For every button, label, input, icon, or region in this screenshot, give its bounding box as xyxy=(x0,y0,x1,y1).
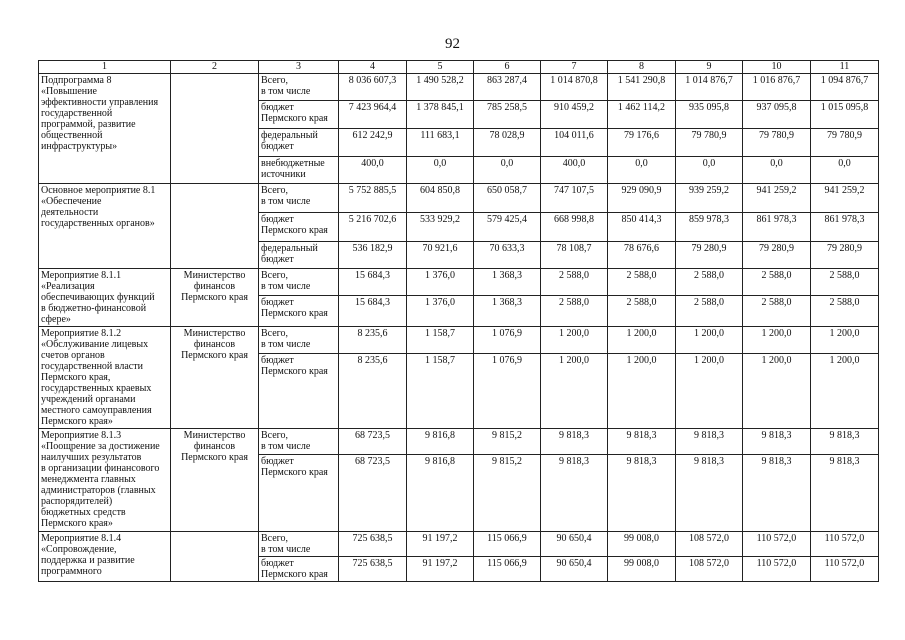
amount-cell: 115 066,9 xyxy=(474,532,541,557)
header-cell: 5 xyxy=(407,61,474,74)
amount-cell: 785 258,5 xyxy=(474,101,541,129)
amount-cell: 2 588,0 xyxy=(811,269,879,296)
executor-cell: Министерство финансов Пермского края xyxy=(171,327,259,429)
header-cell: 6 xyxy=(474,61,541,74)
amount-cell: 1 378 845,1 xyxy=(407,101,474,129)
header-cell: 7 xyxy=(541,61,608,74)
amount-cell: 9 818,3 xyxy=(676,429,743,455)
funding-source-cell: Всего, в том числе xyxy=(259,429,339,455)
amount-cell: 1 368,3 xyxy=(474,296,541,327)
program-name-cell: Мероприятие 8.1.2 «Обслуживание лицевых счетов органов государственной власти Пермского края, государственных краевых учреждений органами местного самоуправления Пермского края» xyxy=(39,327,171,429)
header-row xyxy=(39,61,879,74)
amount-cell: 8 235,6 xyxy=(339,327,407,354)
funding-source-cell: бюджет Пермского края xyxy=(259,557,339,582)
funding-source-cell: бюджет Пермского края xyxy=(259,296,339,327)
amount-cell: 110 572,0 xyxy=(743,557,811,582)
amount-cell: 9 818,3 xyxy=(541,455,608,532)
amount-cell: 725 638,5 xyxy=(339,532,407,557)
amount-cell: 668 998,8 xyxy=(541,213,608,242)
funding-source-cell: бюджет Пермского края xyxy=(259,354,339,429)
amount-cell: 1 076,9 xyxy=(474,327,541,354)
amount-cell: 9 818,3 xyxy=(608,455,676,532)
header-cell: 1 xyxy=(39,61,171,74)
funding-source-cell: федеральный бюджет xyxy=(259,129,339,157)
amount-cell: 8 235,6 xyxy=(339,354,407,429)
amount-cell: 1 200,0 xyxy=(811,327,879,354)
amount-cell: 536 182,9 xyxy=(339,242,407,269)
amount-cell: 79 176,6 xyxy=(608,129,676,157)
amount-cell: 78 108,7 xyxy=(541,242,608,269)
amount-cell: 110 572,0 xyxy=(811,532,879,557)
amount-cell: 929 090,9 xyxy=(608,184,676,213)
amount-cell: 859 978,3 xyxy=(676,213,743,242)
executor-cell xyxy=(171,74,259,184)
amount-cell: 70 921,6 xyxy=(407,242,474,269)
amount-cell: 863 287,4 xyxy=(474,74,541,101)
amount-cell: 9 818,3 xyxy=(608,429,676,455)
amount-cell: 1 462 114,2 xyxy=(608,101,676,129)
amount-cell: 850 414,3 xyxy=(608,213,676,242)
amount-cell: 1 376,0 xyxy=(407,269,474,296)
amount-cell: 0,0 xyxy=(407,157,474,184)
amount-cell: 2 588,0 xyxy=(676,296,743,327)
amount-cell: 0,0 xyxy=(676,157,743,184)
amount-cell: 2 588,0 xyxy=(541,269,608,296)
amount-cell: 935 095,8 xyxy=(676,101,743,129)
amount-cell: 91 197,2 xyxy=(407,557,474,582)
header-cell: 4 xyxy=(339,61,407,74)
amount-cell: 2 588,0 xyxy=(608,269,676,296)
amount-cell: 115 066,9 xyxy=(474,557,541,582)
table-row xyxy=(39,74,879,101)
amount-cell: 1 200,0 xyxy=(811,354,879,429)
amount-cell: 9 815,2 xyxy=(474,429,541,455)
amount-cell: 604 850,8 xyxy=(407,184,474,213)
amount-cell: 108 572,0 xyxy=(676,557,743,582)
amount-cell: 108 572,0 xyxy=(676,532,743,557)
amount-cell: 400,0 xyxy=(339,157,407,184)
funding-source-cell: бюджет Пермского края xyxy=(259,101,339,129)
amount-cell: 2 588,0 xyxy=(743,269,811,296)
header-cell: 2 xyxy=(171,61,259,74)
table-row xyxy=(39,327,879,354)
amount-cell: 99 008,0 xyxy=(608,557,676,582)
funding-source-cell: бюджет Пермского края xyxy=(259,455,339,532)
amount-cell: 78 676,6 xyxy=(608,242,676,269)
amount-cell: 5 216 702,6 xyxy=(339,213,407,242)
funding-source-cell: бюджет Пермского края xyxy=(259,213,339,242)
amount-cell: 9 818,3 xyxy=(743,429,811,455)
amount-cell: 79 280,9 xyxy=(743,242,811,269)
amount-cell: 9 816,8 xyxy=(407,455,474,532)
amount-cell: 939 259,2 xyxy=(676,184,743,213)
amount-cell: 9 818,3 xyxy=(676,455,743,532)
amount-cell: 9 815,2 xyxy=(474,455,541,532)
header-cell: 10 xyxy=(743,61,811,74)
amount-cell: 1 200,0 xyxy=(541,327,608,354)
amount-cell: 1 541 290,8 xyxy=(608,74,676,101)
amount-cell: 1 200,0 xyxy=(541,354,608,429)
funding-source-cell: Всего, в том числе xyxy=(259,74,339,101)
amount-cell: 910 459,2 xyxy=(541,101,608,129)
amount-cell: 90 650,4 xyxy=(541,532,608,557)
amount-cell: 0,0 xyxy=(811,157,879,184)
amount-cell: 0,0 xyxy=(474,157,541,184)
table-row xyxy=(39,269,879,296)
amount-cell: 579 425,4 xyxy=(474,213,541,242)
amount-cell: 1 200,0 xyxy=(743,327,811,354)
amount-cell: 104 011,6 xyxy=(541,129,608,157)
amount-cell: 1 200,0 xyxy=(676,327,743,354)
amount-cell: 111 683,1 xyxy=(407,129,474,157)
amount-cell: 1 490 528,2 xyxy=(407,74,474,101)
amount-cell: 9 818,3 xyxy=(811,455,879,532)
amount-cell: 1 200,0 xyxy=(743,354,811,429)
amount-cell: 1 094 876,7 xyxy=(811,74,879,101)
amount-cell: 79 780,9 xyxy=(743,129,811,157)
amount-cell: 1 368,3 xyxy=(474,269,541,296)
amount-cell: 68 723,5 xyxy=(339,455,407,532)
amount-cell: 1 076,9 xyxy=(474,354,541,429)
amount-cell: 8 036 607,3 xyxy=(339,74,407,101)
amount-cell: 15 684,3 xyxy=(339,296,407,327)
program-name-cell: Мероприятие 8.1.3 «Поощрение за достижение наилучших результатов в организации финансового менеджмента главных администраторов (главных распорядителей) бюджетных средств Пермского края» xyxy=(39,429,171,532)
amount-cell: 0,0 xyxy=(608,157,676,184)
amount-cell: 937 095,8 xyxy=(743,101,811,129)
amount-cell: 0,0 xyxy=(743,157,811,184)
table-row xyxy=(39,184,879,213)
amount-cell: 91 197,2 xyxy=(407,532,474,557)
amount-cell: 1 014 870,8 xyxy=(541,74,608,101)
executor-cell: Министерство финансов Пермского края xyxy=(171,429,259,532)
amount-cell: 1 376,0 xyxy=(407,296,474,327)
program-name-cell: Мероприятие 8.1.1 «Реализация обеспечивающих функций в бюджетно-финансовой сфере» xyxy=(39,269,171,327)
amount-cell: 9 818,3 xyxy=(811,429,879,455)
amount-cell: 1 158,7 xyxy=(407,327,474,354)
table-body xyxy=(39,74,879,582)
amount-cell: 1 014 876,7 xyxy=(676,74,743,101)
amount-cell: 2 588,0 xyxy=(676,269,743,296)
amount-cell: 68 723,5 xyxy=(339,429,407,455)
amount-cell: 725 638,5 xyxy=(339,557,407,582)
amount-cell: 2 588,0 xyxy=(608,296,676,327)
page-number: 92 xyxy=(445,36,460,52)
amount-cell: 2 588,0 xyxy=(541,296,608,327)
amount-cell: 110 572,0 xyxy=(743,532,811,557)
amount-cell: 941 259,2 xyxy=(743,184,811,213)
amount-cell: 9 818,3 xyxy=(743,455,811,532)
program-name-cell: Мероприятие 8.1.4 «Сопровождение, поддержка и развитие программного xyxy=(39,532,171,582)
program-name-cell: Подпрограмма 8 «Повышение эффективности управления государственной программой, развитие общественной инфраструктуры» xyxy=(39,74,171,184)
amount-cell: 99 008,0 xyxy=(608,532,676,557)
amount-cell: 1 200,0 xyxy=(608,327,676,354)
amount-cell: 747 107,5 xyxy=(541,184,608,213)
amount-cell: 70 633,3 xyxy=(474,242,541,269)
amount-cell: 612 242,9 xyxy=(339,129,407,157)
amount-cell: 1 015 095,8 xyxy=(811,101,879,129)
amount-cell: 400,0 xyxy=(541,157,608,184)
amount-cell: 15 684,3 xyxy=(339,269,407,296)
table-row xyxy=(39,429,879,455)
header-cell: 11 xyxy=(811,61,879,74)
amount-cell: 2 588,0 xyxy=(811,296,879,327)
amount-cell: 941 259,2 xyxy=(811,184,879,213)
amount-cell: 9 816,8 xyxy=(407,429,474,455)
amount-cell: 79 280,9 xyxy=(811,242,879,269)
budget-table xyxy=(38,60,879,582)
executor-cell xyxy=(171,184,259,269)
executor-cell xyxy=(171,532,259,582)
amount-cell: 533 929,2 xyxy=(407,213,474,242)
funding-source-cell: федеральный бюджет xyxy=(259,242,339,269)
header-cell: 8 xyxy=(608,61,676,74)
program-name-cell: Основное мероприятие 8.1 «Обеспечение деятельности государственных органов» xyxy=(39,184,171,269)
amount-cell: 79 780,9 xyxy=(811,129,879,157)
amount-cell: 78 028,9 xyxy=(474,129,541,157)
amount-cell: 650 058,7 xyxy=(474,184,541,213)
funding-source-cell: Всего, в том числе xyxy=(259,184,339,213)
executor-cell: Министерство финансов Пермского края xyxy=(171,269,259,327)
amount-cell: 110 572,0 xyxy=(811,557,879,582)
amount-cell: 90 650,4 xyxy=(541,557,608,582)
amount-cell: 7 423 964,4 xyxy=(339,101,407,129)
amount-cell: 2 588,0 xyxy=(743,296,811,327)
amount-cell: 1 016 876,7 xyxy=(743,74,811,101)
amount-cell: 861 978,3 xyxy=(811,213,879,242)
header-cell: 9 xyxy=(676,61,743,74)
funding-source-cell: внебюджетные источники xyxy=(259,157,339,184)
amount-cell: 5 752 885,5 xyxy=(339,184,407,213)
table-row xyxy=(39,532,879,557)
amount-cell: 861 978,3 xyxy=(743,213,811,242)
amount-cell: 79 780,9 xyxy=(676,129,743,157)
funding-source-cell: Всего, в том числе xyxy=(259,327,339,354)
amount-cell: 9 818,3 xyxy=(541,429,608,455)
amount-cell: 79 280,9 xyxy=(676,242,743,269)
amount-cell: 1 200,0 xyxy=(608,354,676,429)
amount-cell: 1 158,7 xyxy=(407,354,474,429)
funding-source-cell: Всего, в том числе xyxy=(259,532,339,557)
header-cell: 3 xyxy=(259,61,339,74)
funding-source-cell: Всего, в том числе xyxy=(259,269,339,296)
amount-cell: 1 200,0 xyxy=(676,354,743,429)
